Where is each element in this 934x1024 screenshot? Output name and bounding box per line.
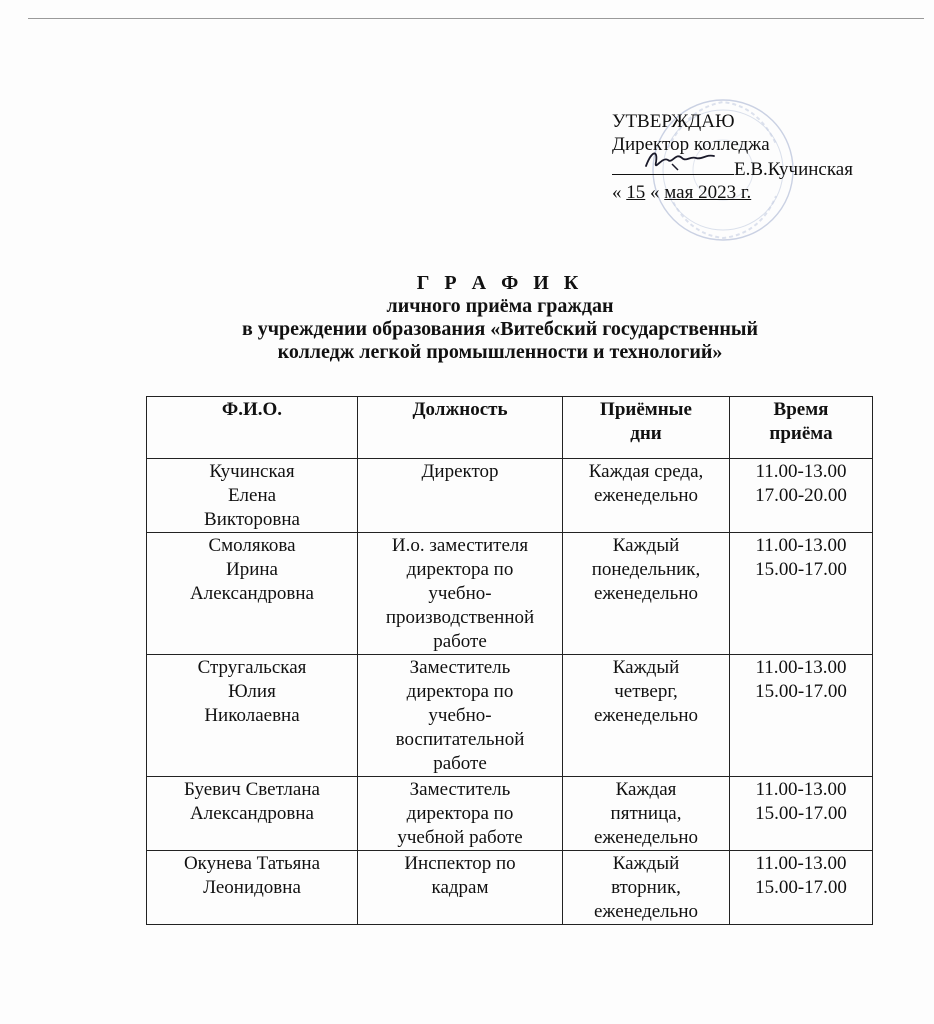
cell-time-line: 11.00-13.00 [755,657,847,678]
cell-position-line: производственной [385,607,535,628]
title-line-2: личного приёма граждан [386,295,614,317]
cell-name-line: Александровна [190,803,314,824]
cell-name-line: Викторовна [204,509,300,530]
cell-days-line: Каждая среда, [588,461,704,482]
header-days-line: Приёмные [600,399,692,420]
cell-time [730,777,873,851]
cell-time [730,851,873,925]
cell-days-line: понедельник, [591,559,701,580]
cell-time-line: 15.00-17.00 [755,803,847,824]
cell-days-line: еженедельно [593,901,698,922]
cell-position-line: И.о. заместителя [391,535,529,556]
cell-time-line: 15.00-17.00 [755,877,847,898]
cell-name [147,533,358,655]
header-position-text: Должность [412,399,508,420]
cell-name [147,851,358,925]
table-body [147,459,873,925]
cell-position-line: Заместитель [409,657,511,678]
cell-time [730,533,873,655]
cell-name-line: Окунева Татьяна [183,853,321,874]
cell-name-line: Смолякова [208,535,296,556]
title-line-3: в учреждении образования «Витебский государственный [241,318,759,340]
table-row [147,851,873,925]
cell-position-line: директора по [406,559,514,580]
cell-days-line: четверг, [614,681,678,702]
title-line-4: колледж легкой промышленности и технологий» [277,341,723,363]
cell-name-line: Ирина [226,559,278,580]
handwritten-signature-icon [642,146,722,176]
cell-name-line: Александровна [190,583,314,604]
date-day: 15 [626,182,646,203]
cell-days [563,533,730,655]
cell-name-line: Елена [227,485,277,506]
cell-time-line: 11.00-13.00 [755,853,847,874]
cell-name-line: Стругальская [197,657,307,678]
cell-time-line: 11.00-13.00 [755,461,847,482]
header-days [563,397,730,459]
cell-time-line: 15.00-17.00 [755,681,847,702]
cell-days-line: еженедельно [593,827,698,848]
cell-days-line: еженедельно [593,485,698,506]
table-row [147,459,873,533]
table-row [147,655,873,777]
cell-name-line: Буевич Светлана [184,779,320,800]
cell-days-line: Каждый [612,657,680,678]
cell-name-line: Леонидовна [203,877,301,898]
cell-days-line: еженедельно [593,583,698,604]
approval-heading: УТВЕРЖДАЮ [612,111,735,132]
cell-name-line: Юлия [228,681,276,702]
date-month-year: мая 2023 г. [664,182,752,203]
cell-time-line: 17.00-20.00 [755,485,847,506]
cell-position-line: работе [433,753,487,774]
cell-time [730,459,873,533]
cell-days-line: Каждый [612,535,680,556]
cell-time-line: 11.00-13.00 [755,779,847,800]
scan-top-rule [28,18,924,19]
header-name-text: Ф.И.О. [221,399,283,420]
cell-position [358,655,563,777]
header-days-line: дни [630,423,662,444]
header-name [147,397,358,459]
cell-days-line: пятница, [610,803,682,824]
cell-position [358,851,563,925]
cell-position-line: Директор [421,461,499,482]
cell-position-line: учебной работе [397,827,523,848]
cell-name-line: Николаевна [204,705,300,726]
cell-days [563,655,730,777]
date-open-quote: « [612,182,622,203]
cell-position-line: воспитательной [395,729,525,750]
header-time [730,397,873,459]
cell-days-line: Каждая [615,779,677,800]
cell-name [147,777,358,851]
date-close-quote: « [650,182,660,203]
cell-time [730,655,873,777]
table-header-row [147,397,873,459]
approval-date [612,181,912,204]
cell-name-line: Кучинская [209,461,295,482]
cell-time-line: 15.00-17.00 [755,559,847,580]
signature-blank [612,156,734,175]
approval-signer: Е.В.Кучинская [734,159,853,180]
cell-position [358,459,563,533]
table-row [147,533,873,655]
cell-position-line: директора по [406,681,514,702]
cell-position-line: Заместитель [409,779,511,800]
cell-days [563,851,730,925]
approval-signature-line [612,156,912,181]
cell-time-line: 11.00-13.00 [755,535,847,556]
cell-position-line: учебно- [428,583,492,604]
cell-days [563,459,730,533]
cell-position [358,777,563,851]
schedule-table [146,396,873,925]
cell-position-line: директора по [406,803,514,824]
header-time-line: приёма [769,423,833,444]
header-position [358,397,563,459]
header-time-line: Время [773,399,829,420]
cell-days-line: еженедельно [593,705,698,726]
cell-days-line: Каждый [612,853,680,874]
cell-name [147,655,358,777]
table-row [147,777,873,851]
cell-position-line: кадрам [431,877,489,898]
cell-name [147,459,358,533]
approval-block [612,110,912,204]
cell-position-line: учебно- [428,705,492,726]
cell-position [358,533,563,655]
document-title [150,272,850,364]
approval-position: Директор колледжа [612,134,770,155]
title-line-1: Г Р А Ф И К [416,272,584,294]
cell-days-line: вторник, [611,877,681,898]
cell-position-line: работе [433,631,487,652]
cell-position-line: Инспектор по [404,853,516,874]
cell-days [563,777,730,851]
